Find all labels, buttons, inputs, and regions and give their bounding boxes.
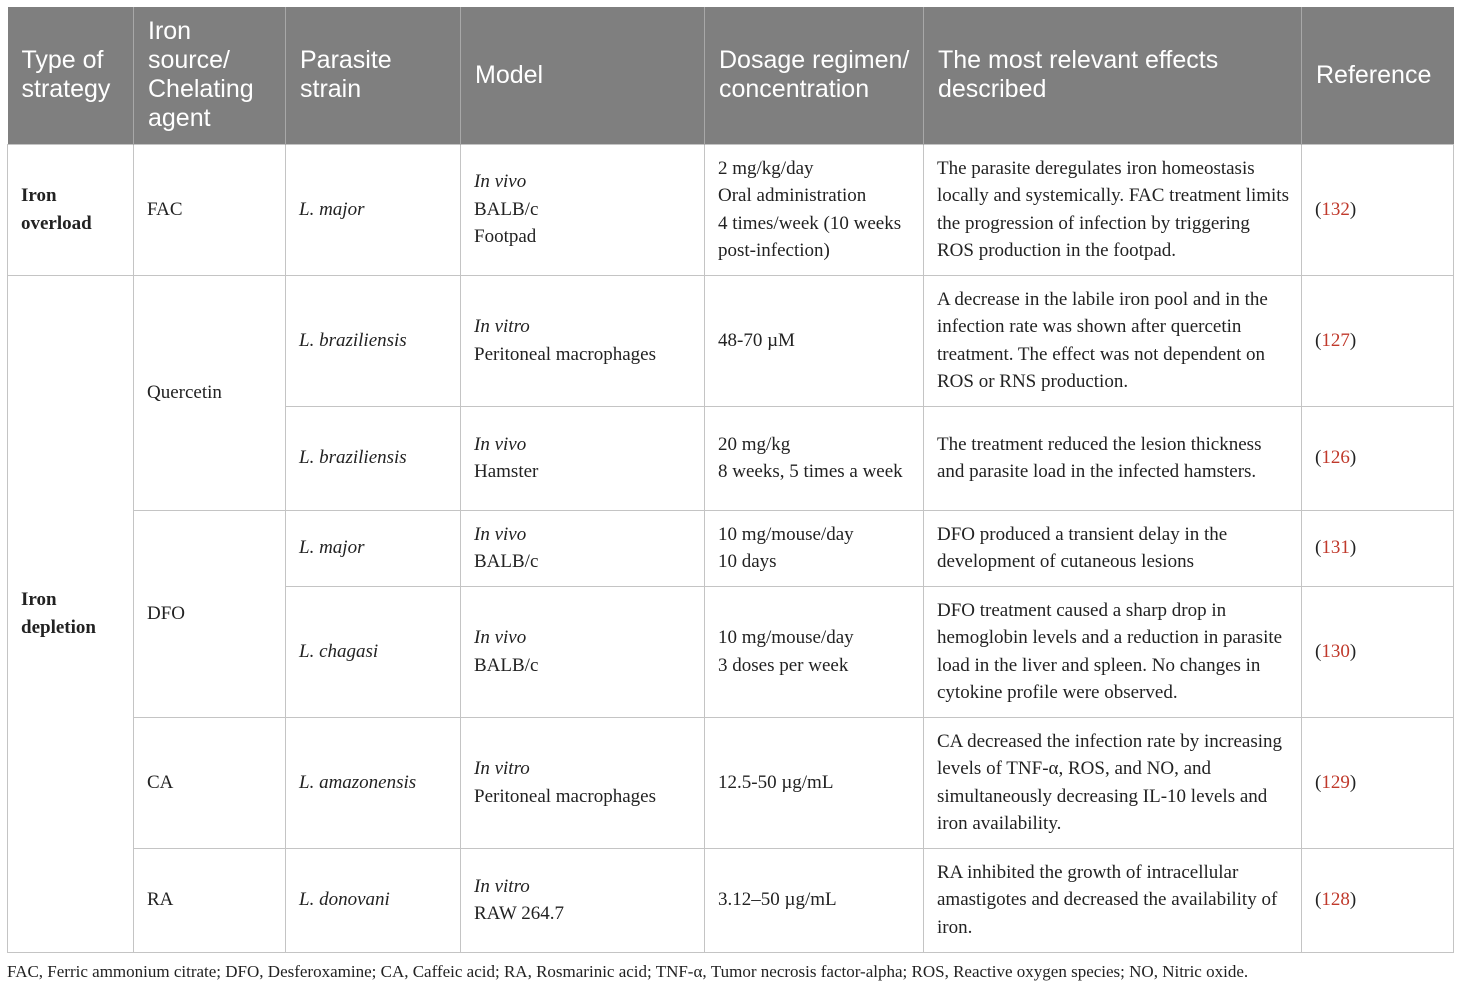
model-type: In vivo (474, 523, 527, 545)
table-footnote: FAC, Ferric ammonium citrate; DFO, Desferoxamine; CA, Caffeic acid; RA, Rosmarinic acid; TNF-α, Tumor necrosis factor-alpha; ROS, Reactive oxygen species; NO, Nitric oxide. (7, 962, 1249, 981)
model-detail: Peritoneal macrophages (474, 343, 657, 365)
ref-open: ( (1315, 198, 1322, 220)
model-cell (461, 848, 705, 952)
model-type: In vivo (474, 171, 527, 193)
model-cell (461, 144, 705, 275)
ref-close: ) (1349, 537, 1357, 559)
strain-cell (286, 406, 461, 510)
model-cell (461, 406, 705, 510)
header-reference: Reference (1302, 7, 1454, 144)
effects-cell: The treatment reduced the lesion thickness and parasite load in the infected hamsters. (924, 406, 1302, 510)
agent-cell: Quercetin (134, 275, 286, 510)
reference-link[interactable]: 128 (1321, 889, 1350, 911)
table-row (8, 848, 1454, 952)
table-row (8, 510, 1454, 586)
reference-cell (1302, 848, 1454, 952)
strain-cell (286, 848, 461, 952)
model-detail: BALB/c Footpad (474, 198, 539, 248)
reference-cell (1302, 406, 1454, 510)
header-row (8, 7, 1454, 144)
ref-open: ( (1315, 640, 1322, 662)
ref-open: ( (1315, 447, 1322, 469)
ref-close: ) (1349, 447, 1357, 469)
model-detail: Hamster (474, 461, 539, 482)
reference-link[interactable]: 131 (1321, 537, 1350, 559)
strain-cell (286, 144, 461, 275)
model-detail: Peritoneal macrophages (474, 785, 657, 807)
effects-cell: CA decreased the infection rate by increasing levels of TNF-α, ROS, and NO, and simultaneously decreasing IL-10 levels and iron availability. (924, 717, 1302, 848)
effects-cell: DFO treatment caused a sharp drop in hemoglobin levels and a reduction in parasite load in the liver and spleen. No changes in cytokine profile were observed. (924, 586, 1302, 717)
model-type: In vitro (474, 875, 530, 897)
model-cell (461, 717, 705, 848)
dosage-cell: 10 mg/mouse/day 3 doses per week (705, 586, 924, 717)
dosage-cell: 12.5-50 µg/mL (705, 717, 924, 848)
reference-link[interactable]: 132 (1321, 198, 1350, 220)
strategy-cell: Iron depletion (8, 275, 134, 952)
header-iron-source: Iron source/ Chelating agent (134, 7, 286, 144)
reference-link[interactable]: 129 (1321, 771, 1350, 793)
header-parasite-strain: Parasite strain (286, 7, 461, 144)
model-type: In vitro (474, 758, 530, 779)
ref-open: ( (1315, 537, 1322, 559)
effects-cell: DFO produced a transient delay in the development of cutaneous lesions (924, 510, 1302, 586)
dosage-cell: 2 mg/kg/day Oral administration 4 times/week (10 weeks post-infection) (705, 144, 924, 275)
strain-cell (286, 510, 461, 586)
strain-cell (286, 275, 461, 406)
effects-cell: The parasite deregulates iron homeostasis locally and systemically. FAC treatment limits the progression of infection by triggering ROS production in the footpad. (924, 144, 1302, 275)
reference-cell (1302, 717, 1454, 848)
strain-name: L. major (299, 198, 365, 220)
reference-cell (1302, 586, 1454, 717)
model-detail: RAW 264.7 (474, 903, 564, 924)
strain-name: L. braziliensis (299, 447, 407, 469)
ref-close: ) (1349, 889, 1357, 911)
ref-close: ) (1349, 198, 1357, 220)
strain-cell (286, 586, 461, 717)
reference-cell (1302, 275, 1454, 406)
agent-cell: DFO (134, 510, 286, 717)
model-detail: BALB/c (474, 551, 539, 572)
reference-link[interactable]: 126 (1321, 447, 1350, 469)
dosage-cell: 48-70 µM (705, 275, 924, 406)
reference-link[interactable]: 127 (1321, 329, 1350, 351)
table-row (8, 717, 1454, 848)
reference-link[interactable]: 130 (1321, 640, 1350, 662)
model-detail: BALB/c (474, 654, 539, 676)
model-cell (461, 275, 705, 406)
iron-strategy-table (7, 7, 1454, 953)
header-type-of-strategy: Type of strategy (8, 7, 134, 144)
table-row (8, 144, 1454, 275)
strain-name: L. chagasi (299, 640, 379, 662)
agent-cell: RA (134, 848, 286, 952)
ref-close: ) (1349, 640, 1357, 662)
header-dosage: Dosage regimen/ concentration (705, 7, 924, 144)
effects-cell: A decrease in the labile iron pool and in the infection rate was shown after quercetin treatment. The effect was not dependent on ROS or RNS production. (924, 275, 1302, 406)
ref-close: ) (1349, 329, 1357, 351)
strain-name: L. amazonensis (299, 771, 417, 793)
reference-cell (1302, 510, 1454, 586)
dosage-cell: 3.12–50 µg/mL (705, 848, 924, 952)
strain-name: L. donovani (299, 889, 390, 911)
effects-cell: RA inhibited the growth of intracellular amastigotes and decreased the availability of iron. (924, 848, 1302, 952)
strategy-cell: Iron overload (8, 144, 134, 275)
model-type: In vivo (474, 627, 527, 648)
strain-name: L. braziliensis (299, 329, 407, 351)
ref-open: ( (1315, 329, 1322, 351)
model-cell (461, 510, 705, 586)
table-row (8, 275, 1454, 406)
reference-cell (1302, 144, 1454, 275)
model-type: In vivo (474, 433, 527, 455)
strain-cell (286, 717, 461, 848)
header-model: Model (461, 7, 705, 144)
strain-name: L. major (299, 537, 365, 559)
table-container (7, 7, 1453, 953)
ref-close: ) (1349, 771, 1357, 793)
ref-open: ( (1315, 771, 1322, 793)
model-cell (461, 586, 705, 717)
model-type: In vitro (474, 316, 530, 337)
ref-open: ( (1315, 889, 1322, 911)
agent-cell: CA (134, 717, 286, 848)
dosage-cell: 10 mg/mouse/day 10 days (705, 510, 924, 586)
header-effects: The most relevant effects described (924, 7, 1302, 144)
agent-cell: FAC (134, 144, 286, 275)
dosage-cell: 20 mg/kg 8 weeks, 5 times a week (705, 406, 924, 510)
